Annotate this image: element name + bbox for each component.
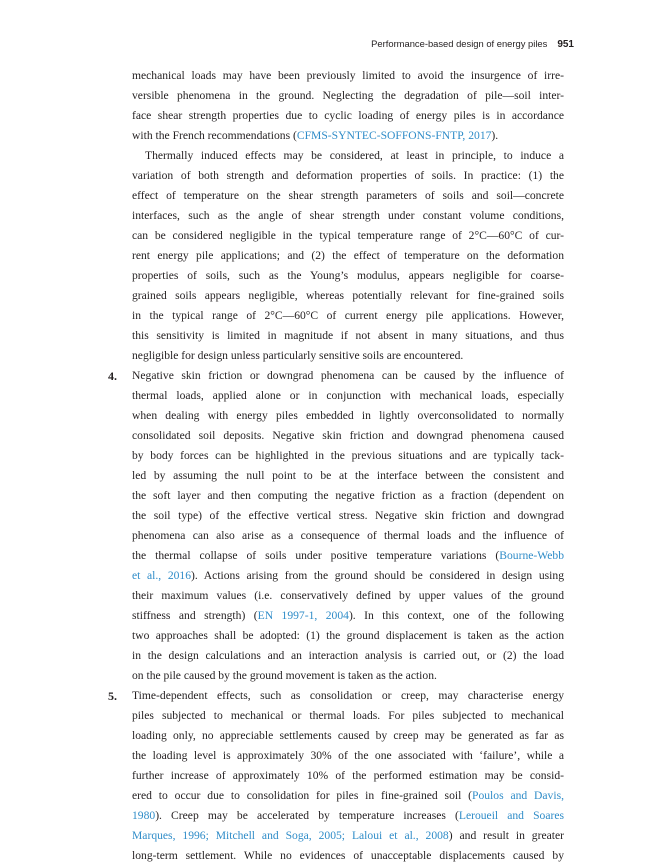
text-line: in the typical range of 2°C—60°C of current energy pile applications. However, — [132, 309, 564, 322]
text-line: in the design calculations and an interaction analysis is carried out, or (2) the load — [132, 649, 564, 662]
text-line: mechanical loads may have been previously limited to avoid the insurgence of irre- — [132, 69, 564, 82]
citation-link[interactable]: Bourne-Webb — [499, 549, 564, 562]
text-line: phenomena can also arise as a consequence of thermal loads and the influence of — [132, 529, 564, 542]
text-line: piles subjected to mechanical or thermal loads. For piles subjected to mechanical — [132, 709, 564, 722]
page-number: 951 — [557, 39, 574, 50]
list-number: 5. — [108, 689, 117, 703]
text-line: thermal loads, applied alone or in conjunction with mechanical loads, especially — [132, 389, 564, 402]
text-line: led by assuming the null point to be at the interface between the consistent and — [132, 469, 564, 482]
citation-link[interactable]: Poulos and Davis, — [472, 789, 564, 802]
text-line: by body forces can be highlighted in the previous situations and are typically tack- — [132, 449, 564, 462]
text-line: et al., 2016). Actions arising from the ground should be considered in design using — [132, 569, 564, 582]
citation-link[interactable]: et al., 2016 — [132, 569, 192, 582]
text-line: 1980). Creep may be accelerated by temperature increases (Leroueil and Soares — [132, 809, 565, 822]
text-line: further increase of approximately 10% of the performed estimation may be consid- — [132, 769, 564, 782]
text-line: stiffness and strength) (EN 1997-1, 2004). In this context, one of the following — [132, 609, 564, 622]
text-line: ered to occur due to consolidation for piles in fine-grained soil (Poulos and Davis, — [132, 789, 564, 802]
text-line: effect of temperature on the shear strength parameters of soils and soil—concrete — [132, 189, 564, 202]
citation-link[interactable]: EN 1997-1, 2004 — [257, 609, 349, 622]
text-line: face shear strength properties due to cyclic loading of energy piles is in accordance — [132, 109, 564, 122]
text-line: properties of soils, such as the Young’s modulus, appears negligible for coarse- — [132, 269, 564, 282]
text-line: the thermal collapse of soils under positive temperature variations (Bourne-Webb — [132, 549, 564, 562]
text-line: on the pile caused by the ground movement is taken as the action. — [132, 669, 437, 682]
text-line: long-term settlement. While no evidences of unacceptable displacements caused by — [132, 849, 564, 862]
list-item-5-first-line: 5. Time-dependent effects, such as consolidation or creep, may characterise energy — [132, 686, 564, 706]
citation-link[interactable]: CFMS-SYNTEC-SOFFONS-FNTP, 2017 — [296, 129, 492, 142]
text-line: when dealing with energy piles embedded in lightly overconsolidated to normally — [132, 409, 564, 422]
text-line: negligible for design unless particularly sensitive soils are encountered. — [132, 349, 464, 362]
text-line: loading only, no appreciable settlements caused by creep may be generated as far as — [132, 729, 564, 742]
citation-link[interactable]: Marques, 1996; Mitchell and Soga, 2005; Laloui et al., 2008 — [132, 829, 449, 842]
running-header — [371, 38, 574, 50]
text-line: Thermally induced effects may be considered, at least in principle, to induce a — [145, 149, 564, 162]
text-line: Marques, 1996; Mitchell and Soga, 2005; Laloui et al., 2008) and result in greater — [132, 829, 564, 842]
text-line: rent energy pile applications; and (2) the effect of temperature on the deformation — [132, 249, 564, 262]
citation-link[interactable]: Leroueil and Soares — [458, 809, 565, 822]
running-title: Performance-based design of energy piles — [371, 38, 548, 49]
list-item-4-first-line: 4. Negative skin friction or downgrad phenomena can be caused by the influence of — [132, 366, 564, 386]
text-line: two approaches shall be adopted: (1) the ground displacement is taken as the action — [132, 629, 564, 642]
text-line: variation of both strength and deformation properties of soils. In practice: (1) the — [132, 169, 564, 182]
text-line: versible phenomena in the ground. Neglecting the degradation of pile—soil inter- — [132, 89, 564, 102]
text-line: the soft layer and then computing the negative friction as a fraction (dependent on — [132, 489, 564, 502]
list-number: 4. — [108, 369, 117, 383]
text-line: grained soils appears negligible, whereas potentially relevant for fine-grained soils — [132, 289, 564, 302]
citation-link[interactable]: 1980 — [132, 809, 156, 822]
text-line: interfaces, such as the angle of shear strength under constant volume conditions, — [132, 209, 564, 222]
text-line: their maximum values (i.e. conservatively defined by upper values of the ground — [132, 589, 564, 602]
text-line: with the French recommendations (CFMS-SYNTEC-SOFFONS-FNTP, 2017). — [132, 129, 499, 142]
text-line: can be considered negligible in the typical temperature range of 2°C—60°C of cur- — [132, 229, 564, 242]
text-line: this sensitivity is limited in magnitude if not absent in many situations, and thus — [132, 329, 564, 342]
text-line: the soil type) of the effective vertical stress. Negative skin friction and downgrad — [132, 509, 564, 522]
text-line: the loading level is approximately 30% of the one associated with ‘failure’, while a — [132, 749, 564, 762]
text-line: consolidated soil deposits. Negative skin friction and downgrad phenomena caused — [132, 429, 564, 442]
